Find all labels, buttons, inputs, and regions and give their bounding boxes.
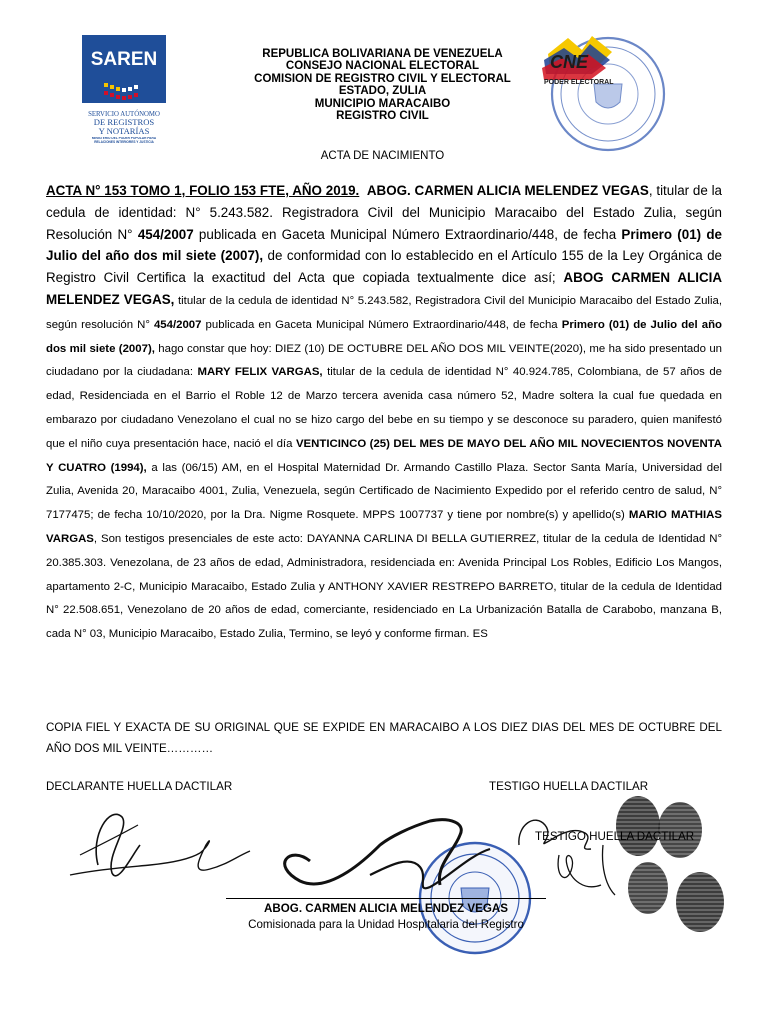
resolution-number: 454/2007 xyxy=(137,226,194,242)
registrar-name-inline: ABOG CARMEN ALICIA MELENDEZ VEGAS, xyxy=(46,270,723,307)
header-line: COMISION DE REGISTRO CIVIL Y ELECTORAL xyxy=(254,72,511,85)
saren-subtitle-line: Y NOTARÍAS xyxy=(98,126,150,136)
header-line: CONSEJO NACIONAL ELECTORAL xyxy=(285,60,480,73)
coat-of-arms-icon xyxy=(594,84,622,108)
registrar-name: ABOG. CARMEN ALICIA MELENDEZ VEGAS xyxy=(264,902,508,915)
declarante-label: DECLARANTE HUELLA DACTILAR xyxy=(46,780,233,793)
body-text: hago constar que hoy: DIEZ (10) DE OCTUBRE DEL AÑO DOS MIL VEINTE(2020), me ha sido presentado un ciudadano por la ciudadana: xyxy=(46,342,722,379)
testigo-label: TESTIGO HUELLA DACTILAR xyxy=(489,780,649,793)
header-line: REGISTRO CIVIL xyxy=(336,110,429,123)
body-text: a las (06/15) AM, en el Hospital Maternidad Dr. Armando Castillo Plaza. Sector Santa María, Universidad del Zulia, Avenida 20, Maracaibo 4001, Zulia, Venezuela, según Certificado de Nacimiento Expedido por el referido centro de salud, N° 7177475; de fecha 10/10/2020, por la Dra. Nigme Rosquete. MPPS 1007737 y tiene por nombre(s) y apellido(s) xyxy=(46,461,723,522)
saren-logo-text: SAREN xyxy=(90,49,158,70)
cne-tagline: PODER ELECTORAL xyxy=(544,79,614,86)
registrar-name-inline: ABOG. CARMEN ALICIA MELENDEZ VEGAS xyxy=(366,183,649,198)
fingerprint xyxy=(676,872,724,932)
body-text: , Son testigos presenciales de este acto: DAYANNA CARLINA DI BELLA GUTIERREZ, titular de la cedula de Identidad N° 20.385.303. Venezolana, de 23 años de edad, Administradora, residenciada en: Avenida Principal Los Robles, Edificio Los Mangos, apartamento 2-C, Municipio Maracaibo, Estado Zulia y ANTHONY XAVIER RESTREPO BARRETO, titular de la cedula de Identidad N° 22.508.651, Venezolano de 20 años de edad, comerciante, residenciado en La Urbanización Batalla de Carabobo, manzana B, cada N° 03, Municipio Maracaibo, Estado Zulia, Termino, se leyó y conforme firman. ES xyxy=(46,532,722,641)
body-text: de conformidad con lo establecido en el Artículo 155 de la Ley Orgánica de Registro Civil Certifica la exactitud del Acta que copiada textualmente dice así; xyxy=(46,248,723,286)
body-text: titular de la cedula de identidad N° 40.924.785, Colombiana, de 57 años de edad, Residenciada en el Barrio el Roble 12 de Marzo tercera avenida casa número 52, Madre soltera la cual fue quedada en embarazo por ciudadano Venezolano el cual no se hizo cargo del bebe en su tiempo y se desconoce su paradero, quien manifestó que el niño cuya presentación hace, nació el día xyxy=(46,366,722,450)
header-line: ESTADO, ZULIA xyxy=(338,85,427,98)
acta-reference: ACTA N° 153 TOMO 1, FOLIO 153 FTE, AÑO 2019. xyxy=(46,183,360,198)
mother-name: MARY FELIX VARGAS, xyxy=(197,366,323,379)
signature-line xyxy=(226,898,546,899)
cne-logo-text: CNE xyxy=(550,52,589,72)
testigo-label: TESTIGO HUELLA DACTILAR xyxy=(535,830,695,843)
acta-body xyxy=(46,180,722,646)
document-title: ACTA DE NACIMIENTO xyxy=(320,150,445,162)
header-line: MUNICIPIO MARACAIBO xyxy=(314,97,451,110)
header-line: REPUBLICA BOLIVARIANA DE VENEZUELA xyxy=(262,48,503,60)
body-text: , titular de la cedula de identidad: N° 5.243.582. Registradora Civil del Municipio Maracaibo del Estado Zulia, según Resolución N° xyxy=(46,183,722,242)
resolution-number: 454/2007 xyxy=(153,318,202,331)
registrar-signature xyxy=(240,815,540,905)
saren-subtitle-line: SERVICIO AUTÓNOMO xyxy=(88,111,160,118)
child-name: MARIO MATHIAS VARGAS xyxy=(46,509,722,545)
registrar-role: Comisionada para la Unidad Hospitalaria del Registro xyxy=(248,918,524,931)
body-text: titular de la cedula de identidad N° 5.243.582, Registradora Civil del Municipio Maracaibo del Estado Zulia, según resolución N° xyxy=(46,294,722,331)
body-text: publicada en Gaceta Municipal Número Extraordinario/448, de fecha xyxy=(193,226,622,242)
resolution-date: Primero (01) de Julio del año dos mil siete (2007), xyxy=(46,226,722,264)
testigo-signature xyxy=(505,805,645,905)
document-header xyxy=(190,48,575,122)
cne-logo xyxy=(520,28,678,156)
birth-date: VENTICINCO (25) DEL MES DE MAYO DEL AÑO MIL NOVECIENTOS NOVENTA Y CUATRO (1994), xyxy=(46,437,723,474)
saren-subtitle-line: DE REGISTROS xyxy=(93,117,155,127)
saren-logo xyxy=(82,35,166,150)
body-text: publicada en Gaceta Municipal Número Extraordinario/448, de fecha xyxy=(201,318,562,331)
certification-statement: COPIA FIEL Y EXACTA DE SU ORIGINAL QUE SE EXPIDE EN MARACAIBO A LOS DIEZ DIAS DEL MES DE OCTUBRE DEL AÑO DOS MIL VEINTE………… xyxy=(46,721,722,756)
resolution-date: Primero (01) de Julio del año dos mil siete (2007), xyxy=(46,318,722,355)
saren-ministry: MINISTERIO DEL PODER POPULAR PARA RELACIONES INTERIORES Y JUSTICIA xyxy=(91,137,157,144)
declarante-signature xyxy=(40,795,260,905)
